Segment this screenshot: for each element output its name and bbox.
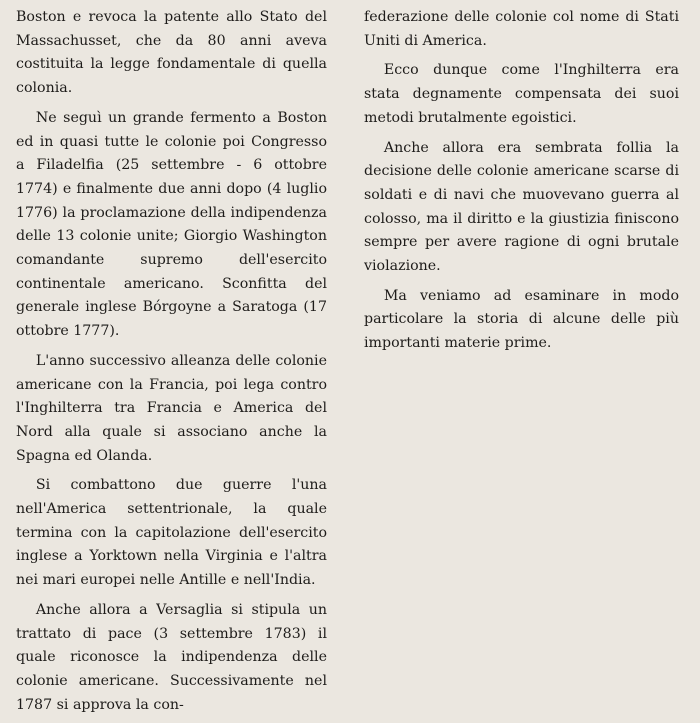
right-column — [364, 6, 679, 362]
paragraph: Anche allora a Versaglia si stipula un trattato di pace (3 settembre 1783) il quale riconosce la indipendenza delle colonie americane. Successivamente nel 1787 si approva la con- — [16, 601, 327, 713]
left-column — [16, 6, 327, 723]
paragraph: Anche allora era sembrata follia la decisione delle colonie americane scarse di soldati e di navi che muovevano guerra al colosso, ma il diritto e la giustizia finiscono sempre per avere ragione di ogni brutale violazione. — [364, 139, 679, 275]
paragraph: Ma veniamo ad esaminare in modo particolare la storia di alcune delle più importanti materie prime. — [364, 287, 679, 352]
paragraph: Ne seguì un grande fermento a Boston ed in quasi tutte le colonie poi Congresso a Filadelfia (25 settembre - 6 ottobre 1774) e finalmente due anni dopo (4 luglio 1776) la proclamazione della indipendenza delle 13 colonie unite; Giorgio Washington comandante supremo dell'esercito continentale americano. Sconfitta del generale inglese Bórgoyne a Saratoga (17 ottobre 1777). — [16, 109, 327, 340]
paragraph: Ecco dunque come l'Inghilterra era stata degnamente compensata dei suoi metodi brutalmente egoistici. — [364, 62, 679, 126]
paragraph: Boston e revoca la patente allo Stato del Massachusset, che da 80 anni aveva costituita la legge fondamentale di quella colonia. — [16, 9, 327, 97]
paragraph: federazione delle colonie col nome di Stati Uniti di America. — [364, 9, 679, 49]
paragraph: Si combattono due guerre l'una nell'America settentrionale, la quale termina con la capitolazione dell'esercito inglese a Yorktown nella Virginia e l'altra nei mari europei nelle Antille e nell'India. — [16, 477, 327, 589]
paragraph: L'anno successivo alleanza delle colonie americane con la Francia, poi lega contro l'Inghilterra tra Francia e America del Nord alla quale si associano anche la Spagna ed Olanda. — [16, 352, 327, 464]
